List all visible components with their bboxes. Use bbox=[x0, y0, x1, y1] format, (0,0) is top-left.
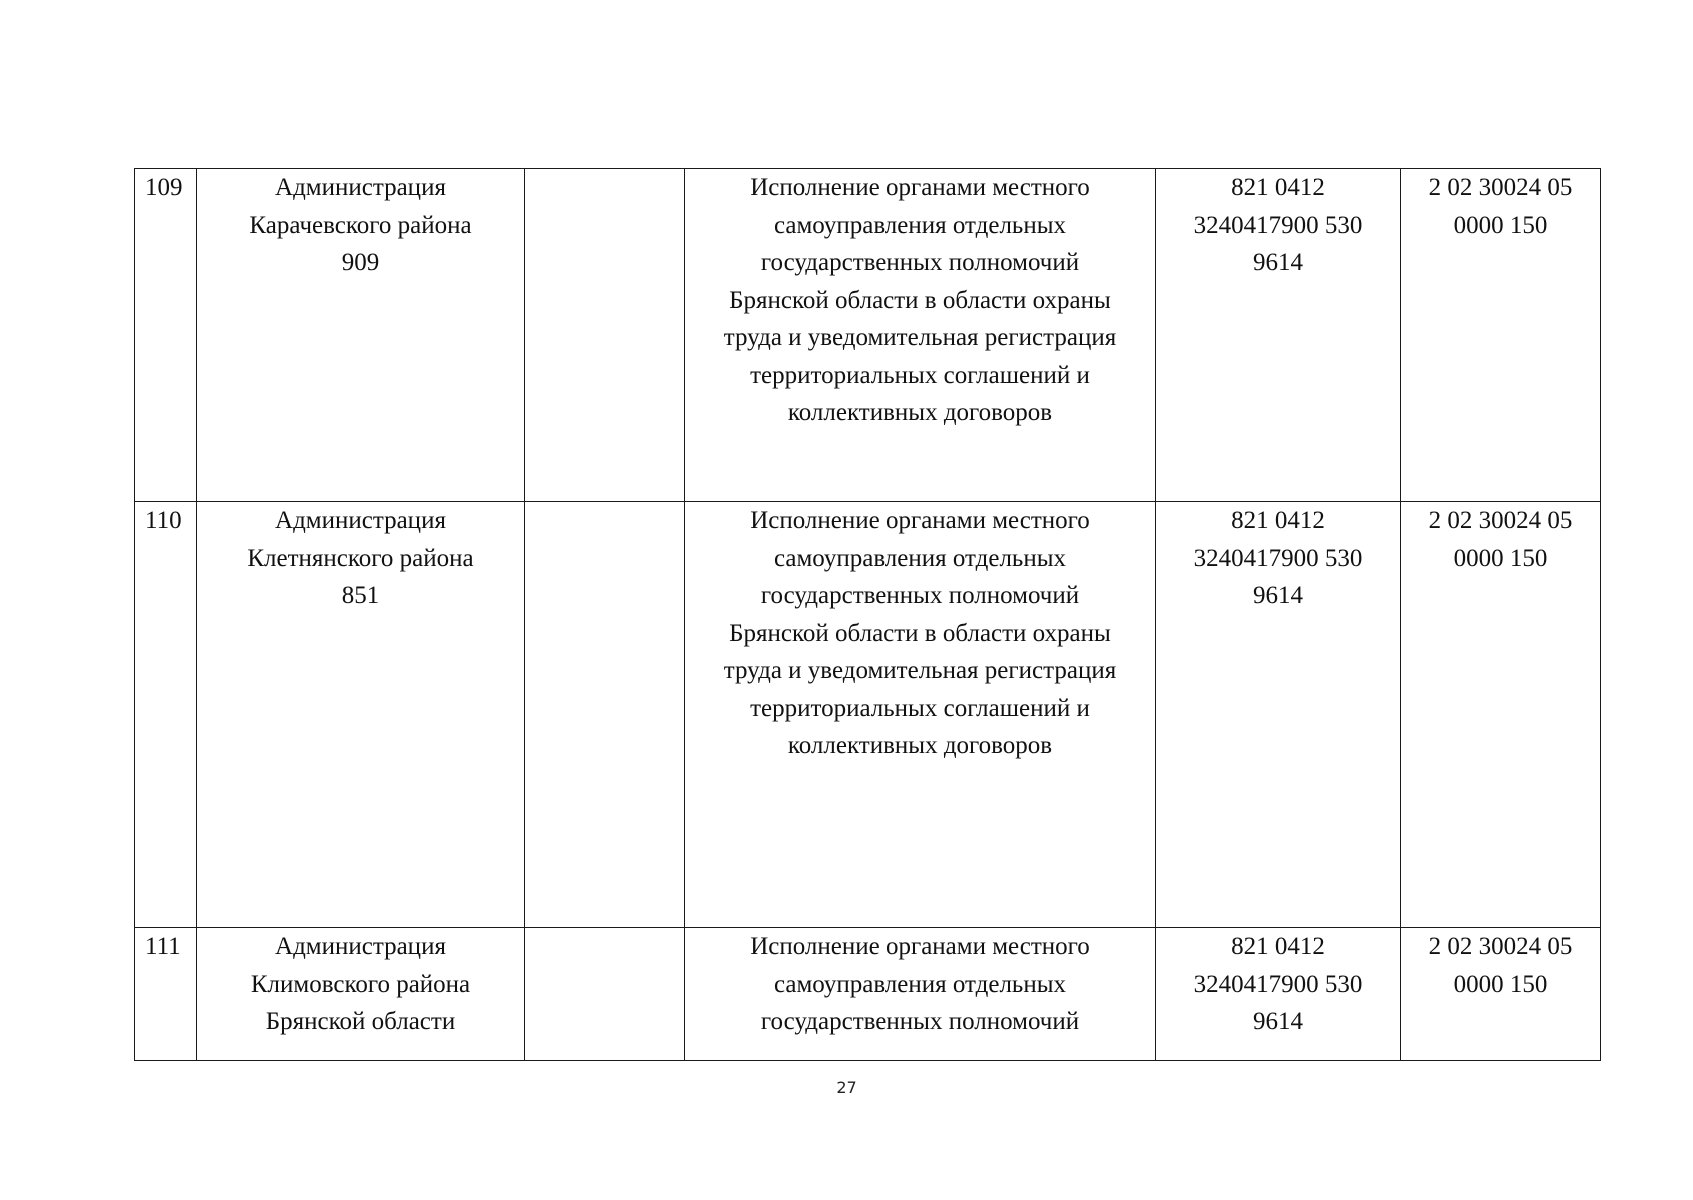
table-row bbox=[135, 502, 1601, 928]
purpose-cell: Исполнение органами местного самоуправления отдельных государственных полномочий Брянской области в области охраны труда и уведомительная регистрация территориальных соглашений и коллективных договоров bbox=[685, 169, 1156, 502]
empty-cell bbox=[525, 502, 685, 928]
row-number: 109 bbox=[135, 169, 197, 502]
allocation-table bbox=[134, 168, 1601, 1061]
expense-code-cell: 821 0412 3240417900 530 9614 bbox=[1156, 169, 1401, 502]
row-number: 111 bbox=[135, 928, 197, 1061]
table-row bbox=[135, 928, 1601, 1061]
empty-cell bbox=[525, 169, 685, 502]
purpose-cell: Исполнение органами местного самоуправления отдельных государственных полномочий bbox=[685, 928, 1156, 1061]
organization-cell: Администрация Климовского района Брянской области bbox=[197, 928, 525, 1061]
page-number: 27 bbox=[836, 1078, 857, 1097]
organization-cell: Администрация Карачевского района 909 bbox=[197, 169, 525, 502]
table-row bbox=[135, 169, 1601, 502]
expense-code-cell: 821 0412 3240417900 530 9614 bbox=[1156, 928, 1401, 1061]
empty-cell bbox=[525, 928, 685, 1061]
row-number: 110 bbox=[135, 502, 197, 928]
income-code-cell: 2 02 30024 05 0000 150 bbox=[1401, 928, 1601, 1061]
purpose-cell: Исполнение органами местного самоуправления отдельных государственных полномочий Брянской области в области охраны труда и уведомительная регистрация территориальных соглашений и коллективных договоров bbox=[685, 502, 1156, 928]
income-code-cell: 2 02 30024 05 0000 150 bbox=[1401, 502, 1601, 928]
income-code-cell: 2 02 30024 05 0000 150 bbox=[1401, 169, 1601, 502]
expense-code-cell: 821 0412 3240417900 530 9614 bbox=[1156, 502, 1401, 928]
organization-cell: Администрация Клетнянского района 851 bbox=[197, 502, 525, 928]
